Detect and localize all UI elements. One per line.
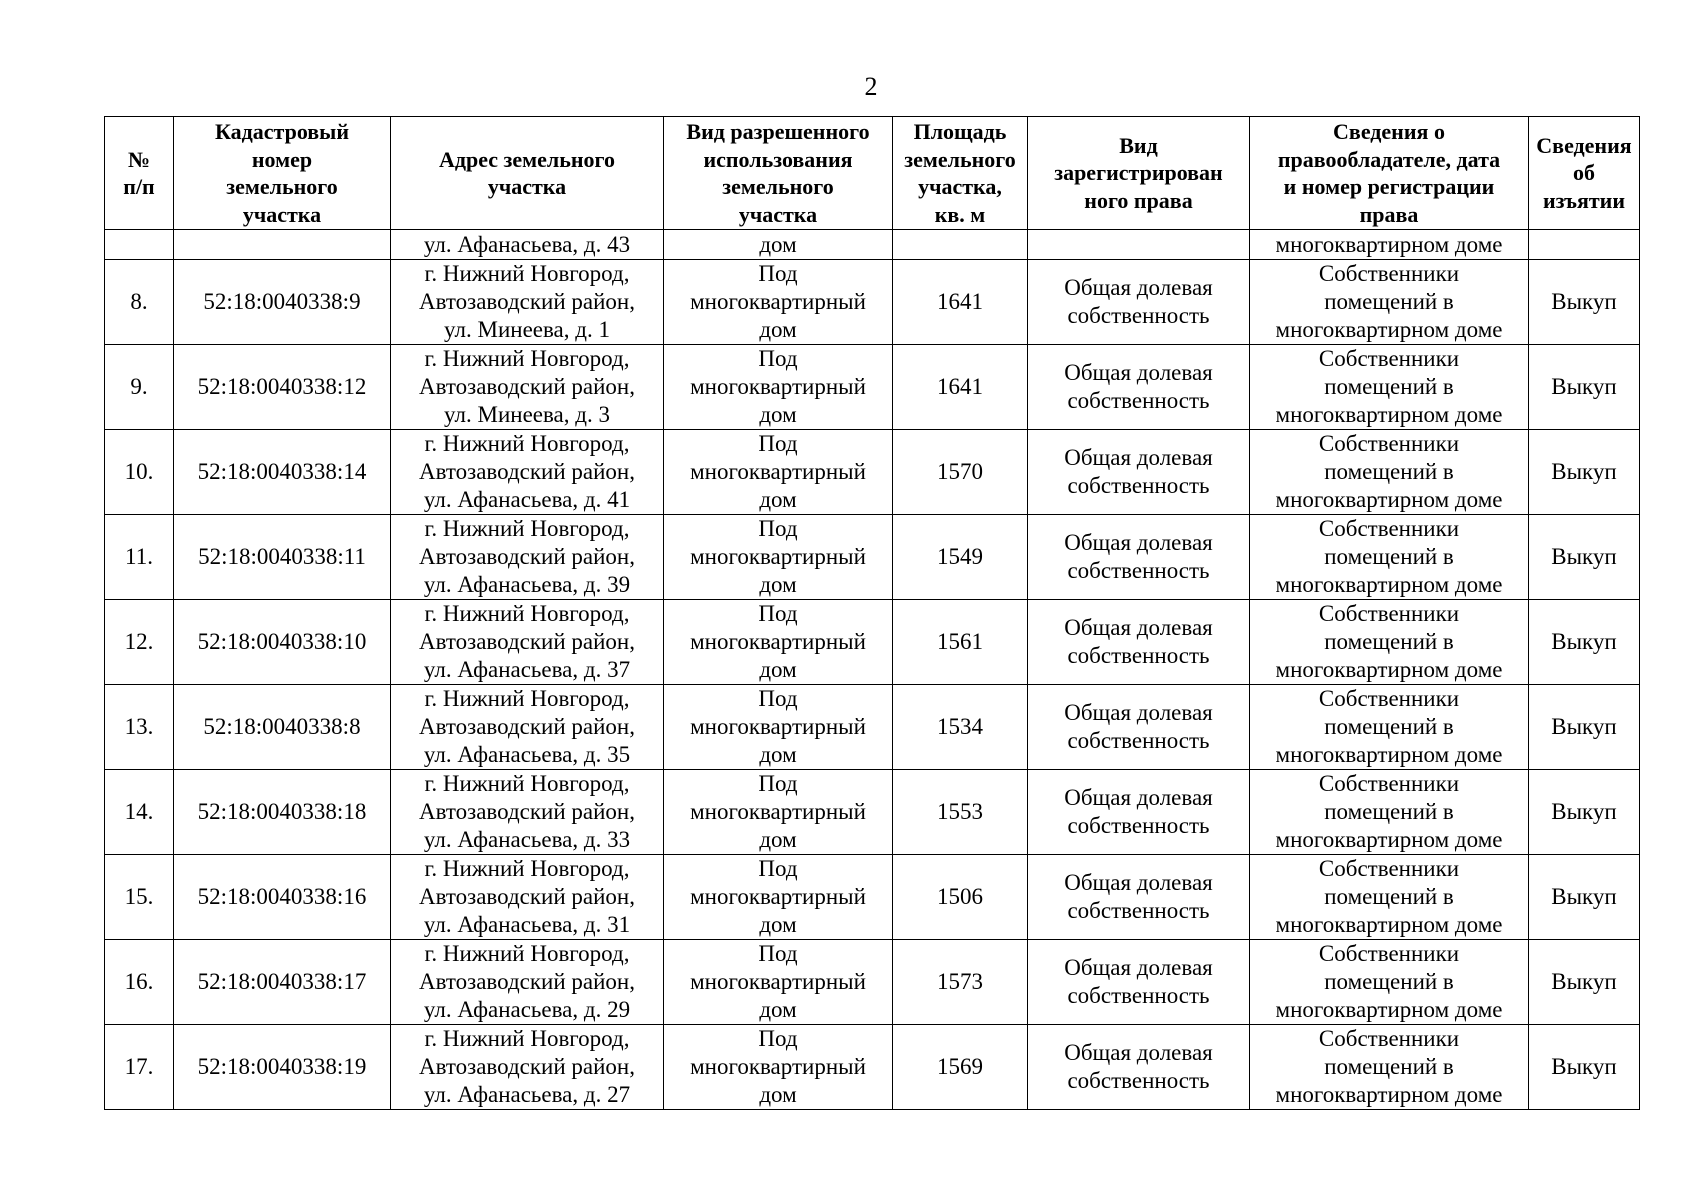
table-cell: ул. Афанасьева, д. 43 <box>391 230 664 260</box>
cadastral-number: 52:18:0040338:9 <box>174 260 391 345</box>
plot-address: г. Нижний Новгород, Автозаводский район, ул. Минеева, д. 3 <box>391 345 664 430</box>
cadastral-number: 52:18:0040338:19 <box>174 1025 391 1110</box>
plot-area: 1506 <box>893 855 1028 940</box>
permitted-use: Под многоквартирный дом <box>664 600 893 685</box>
right-type: Общая долевая собственность <box>1028 600 1250 685</box>
row-number: 8. <box>105 260 174 345</box>
seizure-info: Выкуп <box>1529 600 1640 685</box>
header-seizure: Сведения об изъятии <box>1529 117 1640 230</box>
permitted-use: Под многоквартирный дом <box>664 515 893 600</box>
row-number: 16. <box>105 940 174 1025</box>
permitted-use: Под многоквартирный дом <box>664 430 893 515</box>
plot-address: г. Нижний Новгород, Автозаводский район, ул. Афанасьева, д. 35 <box>391 685 664 770</box>
right-type: Общая долевая собственность <box>1028 685 1250 770</box>
table-row <box>105 855 1640 940</box>
seizure-info: Выкуп <box>1529 260 1640 345</box>
cadastral-number: 52:18:0040338:11 <box>174 515 391 600</box>
row-number: 10. <box>105 430 174 515</box>
right-holder: Собственники помещений в многоквартирном доме <box>1250 770 1529 855</box>
table-cell <box>1028 230 1250 260</box>
right-type: Общая долевая собственность <box>1028 770 1250 855</box>
table-row <box>105 430 1640 515</box>
permitted-use: Под многоквартирный дом <box>664 770 893 855</box>
seizure-info: Выкуп <box>1529 515 1640 600</box>
seizure-info: Выкуп <box>1529 430 1640 515</box>
right-holder: Собственники помещений в многоквартирном доме <box>1250 260 1529 345</box>
land-plots-table <box>104 116 1640 1110</box>
header-row <box>105 117 1640 230</box>
seizure-info: Выкуп <box>1529 345 1640 430</box>
row-number: 11. <box>105 515 174 600</box>
table-row <box>105 345 1640 430</box>
row-number: 15. <box>105 855 174 940</box>
plot-address: г. Нижний Новгород, Автозаводский район, ул. Афанасьева, д. 39 <box>391 515 664 600</box>
plot-area: 1561 <box>893 600 1028 685</box>
table-cell: многоквартирном доме <box>1250 230 1529 260</box>
table-cell <box>174 230 391 260</box>
plot-address: г. Нижний Новгород, Автозаводский район, ул. Афанасьева, д. 27 <box>391 1025 664 1110</box>
cadastral-number: 52:18:0040338:10 <box>174 600 391 685</box>
permitted-use: Под многоквартирный дом <box>664 685 893 770</box>
permitted-use: Под многоквартирный дом <box>664 855 893 940</box>
plot-address: г. Нижний Новгород, Автозаводский район, ул. Афанасьева, д. 31 <box>391 855 664 940</box>
plot-area: 1570 <box>893 430 1028 515</box>
plot-address: г. Нижний Новгород, Автозаводский район, ул. Афанасьева, д. 41 <box>391 430 664 515</box>
table-row <box>105 260 1640 345</box>
seizure-info: Выкуп <box>1529 685 1640 770</box>
plot-area: 1534 <box>893 685 1028 770</box>
table-cell <box>105 230 174 260</box>
right-holder: Собственники помещений в многоквартирном доме <box>1250 855 1529 940</box>
permitted-use: Под многоквартирный дом <box>664 260 893 345</box>
cadastral-number: 52:18:0040338:8 <box>174 685 391 770</box>
seizure-info: Выкуп <box>1529 940 1640 1025</box>
seizure-info: Выкуп <box>1529 770 1640 855</box>
right-holder: Собственники помещений в многоквартирном доме <box>1250 515 1529 600</box>
cadastral-number: 52:18:0040338:17 <box>174 940 391 1025</box>
permitted-use: Под многоквартирный дом <box>664 1025 893 1110</box>
table-cell <box>1529 230 1640 260</box>
table-row <box>105 685 1640 770</box>
row-number: 12. <box>105 600 174 685</box>
table-row <box>105 515 1640 600</box>
row-number: 17. <box>105 1025 174 1110</box>
plot-area: 1569 <box>893 1025 1028 1110</box>
row-number: 13. <box>105 685 174 770</box>
right-holder: Собственники помещений в многоквартирном доме <box>1250 685 1529 770</box>
right-holder: Собственники помещений в многоквартирном доме <box>1250 345 1529 430</box>
seizure-info: Выкуп <box>1529 855 1640 940</box>
cadastral-number: 52:18:0040338:16 <box>174 855 391 940</box>
plot-area: 1641 <box>893 260 1028 345</box>
table-body <box>105 230 1640 1110</box>
plot-address: г. Нижний Новгород, Автозаводский район, ул. Афанасьева, д. 33 <box>391 770 664 855</box>
seizure-info: Выкуп <box>1529 1025 1640 1110</box>
row-number: 14. <box>105 770 174 855</box>
right-type: Общая долевая собственность <box>1028 260 1250 345</box>
right-holder: Собственники помещений в многоквартирном доме <box>1250 430 1529 515</box>
cadastral-number: 52:18:0040338:14 <box>174 430 391 515</box>
table-header <box>105 117 1640 230</box>
right-holder: Собственники помещений в многоквартирном доме <box>1250 1025 1529 1110</box>
header-right-holder: Сведения о правообладателе, дата и номер регистрации права <box>1250 117 1529 230</box>
right-holder: Собственники помещений в многоквартирном доме <box>1250 600 1529 685</box>
plot-address: г. Нижний Новгород, Автозаводский район, ул. Афанасьева, д. 29 <box>391 940 664 1025</box>
plot-area: 1549 <box>893 515 1028 600</box>
header-area: Площадь земельного участка, кв. м <box>893 117 1028 230</box>
right-type: Общая долевая собственность <box>1028 515 1250 600</box>
header-number: № п/п <box>105 117 174 230</box>
table-cell: дом <box>664 230 893 260</box>
plot-area: 1573 <box>893 940 1028 1025</box>
permitted-use: Под многоквартирный дом <box>664 345 893 430</box>
plot-address: г. Нижний Новгород, Автозаводский район, ул. Афанасьева, д. 37 <box>391 600 664 685</box>
plot-area: 1641 <box>893 345 1028 430</box>
continuation-row <box>105 230 1640 260</box>
page-number: 2 <box>864 72 878 101</box>
header-right-type: Вид зарегистрирован ного права <box>1028 117 1250 230</box>
permitted-use: Под многоквартирный дом <box>664 940 893 1025</box>
cadastral-number: 52:18:0040338:18 <box>174 770 391 855</box>
right-type: Общая долевая собственность <box>1028 1025 1250 1110</box>
cadastral-number: 52:18:0040338:12 <box>174 345 391 430</box>
right-holder: Собственники помещений в многоквартирном доме <box>1250 940 1529 1025</box>
plot-area: 1553 <box>893 770 1028 855</box>
right-type: Общая долевая собственность <box>1028 345 1250 430</box>
table-row <box>105 940 1640 1025</box>
right-type: Общая долевая собственность <box>1028 430 1250 515</box>
plot-address: г. Нижний Новгород, Автозаводский район, ул. Минеева, д. 1 <box>391 260 664 345</box>
row-number: 9. <box>105 345 174 430</box>
table-row <box>105 600 1640 685</box>
table-cell <box>893 230 1028 260</box>
header-permitted-use: Вид разрешенного использования земельного участка <box>664 117 893 230</box>
right-type: Общая долевая собственность <box>1028 855 1250 940</box>
header-address: Адрес земельного участка <box>391 117 664 230</box>
table-row <box>105 770 1640 855</box>
table-row <box>105 1025 1640 1110</box>
header-cadastral-number: Кадастровый номер земельного участка <box>174 117 391 230</box>
right-type: Общая долевая собственность <box>1028 940 1250 1025</box>
